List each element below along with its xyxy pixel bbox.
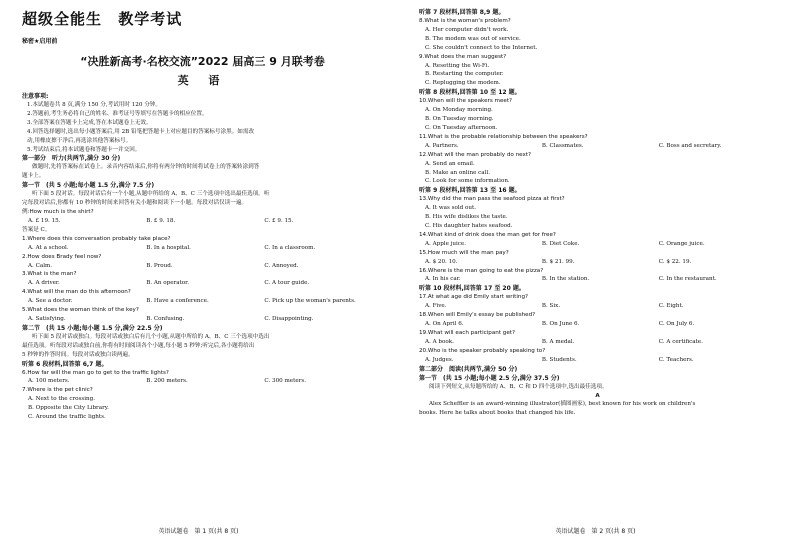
option: C. A tour guide. — [264, 280, 310, 287]
question-17-options — [419, 302, 776, 311]
question-11-options — [419, 142, 776, 151]
option: B. A medal. — [541, 338, 575, 345]
option: C. 300 meters. — [264, 378, 306, 385]
question-15-options — [419, 258, 776, 267]
material-8-heading: 听第 8 段材料,回答第 10 至 12 题。 — [419, 89, 521, 97]
option: C. She couldn't connect to the Internet. — [425, 44, 538, 51]
question-5: 5.What does the woman think of the key? — [22, 307, 139, 314]
question-10: 10.When will the speakers meet? — [419, 98, 513, 105]
option: B. 200 meters. — [146, 378, 188, 385]
option: A. Apple juice. — [425, 240, 467, 247]
option: B. In the station. — [541, 276, 590, 283]
option: A. Next to the crossing. — [28, 396, 95, 403]
passage-label: A — [595, 392, 600, 399]
option: B. Confusing. — [146, 315, 185, 322]
question-19: 19.What will each participant get? — [419, 330, 515, 336]
option: C. Boss and secretary. — [658, 142, 722, 149]
material-9-heading: 听第 9 段材料,回答第 13 至 16 题。 — [419, 187, 521, 195]
option: C. Orange juice. — [658, 240, 705, 247]
option: B. $ 21. 99. — [541, 258, 575, 265]
part1-intro: 题卡上。 — [22, 173, 45, 180]
option: A. £ 19. 15. — [28, 217, 61, 224]
question-14: 14.What kind of drink does the man get for free? — [419, 231, 556, 238]
option: C. Annoyed. — [264, 262, 299, 269]
brand-name: 超级全能生 — [22, 10, 103, 28]
section1-heading: 第一节 (共 5 小题;每小题 1.5 分,满分 7.5 分) — [22, 182, 155, 190]
page-right — [397, 0, 794, 543]
option: A. 100 meters. — [28, 378, 70, 385]
question-3-options — [22, 279, 383, 288]
question-11: 11.What is the probable relationship between the speakers? — [419, 133, 588, 140]
note-line: 1.本试题卷共 8 页,满分 150 分,考试用时 120 分钟。 — [27, 102, 161, 108]
question-2: 2.How does Brady feel now? — [22, 253, 102, 260]
option: A. On Monday morning. — [425, 107, 493, 114]
question-1: 1.Where does this conversation probably take place? — [22, 235, 171, 242]
option: B. Have a conference. — [146, 298, 209, 305]
option: B. Make an online call. — [425, 169, 490, 176]
question-18-options — [419, 320, 776, 329]
option: B. On Tuesday morning. — [425, 116, 494, 123]
question-3: 3.What is the man? — [22, 271, 77, 278]
question-8: 8.What is the woman's problem? — [419, 18, 511, 24]
option: B. £ 9. 18. — [146, 217, 176, 224]
reading-section1-intro: 阅读下列短文,从每题所给的 A、B、C 和 D 四个选项中,选出最佳选项。 — [429, 383, 608, 390]
example-question: 例:How much is the shirt? — [22, 209, 94, 216]
exam-subject: 英 语 — [177, 74, 228, 87]
question-4-options — [22, 297, 383, 306]
example-answer: 答案是 C。 — [22, 226, 51, 233]
option: C. On Tuesday afternoon. — [425, 124, 498, 131]
section1-intro: 听下面 5 段对话。每段对话后有一个小题,从题中所给的 A、B、C 三个选项中选出最佳选项。听 — [32, 191, 270, 198]
question-19-options — [419, 338, 776, 347]
brand-subtitle: 教学考试 — [118, 10, 183, 28]
option: A. A driver. — [28, 280, 60, 287]
material-6-heading: 听第 6 段材料,回答第 6,7 题。 — [22, 360, 108, 368]
option: B. In a hospital. — [146, 244, 191, 251]
option: B. Classmates. — [541, 142, 584, 149]
question-14-options — [419, 240, 776, 249]
option: A. Partners. — [425, 142, 459, 149]
option: B. On June 6. — [541, 321, 580, 328]
question-20-options — [419, 356, 776, 365]
option: C. £ 9. 15. — [264, 217, 294, 224]
page-footer: 英语试题卷 第 1 页(共 8 页) — [158, 528, 239, 535]
question-5-options — [22, 315, 383, 324]
option: A. Her computer didn't work. — [425, 26, 509, 33]
exam-title: “决胜新高考·名校交流”2022 届高三 9 月联考卷 — [80, 55, 325, 68]
option: C. His daughter hates seafood. — [425, 223, 513, 230]
question-13: 13.Why did the man pass the seafood pizza at first? — [419, 196, 565, 203]
page-footer: 英语试题卷 第 2 页(共 8 页) — [555, 528, 636, 535]
option: A. A book. — [425, 338, 454, 345]
option: C. Eight. — [658, 303, 684, 310]
option: C. Teachers. — [658, 356, 694, 363]
part1-heading: 第一部分 听力(共两节,满分 30 分) — [22, 155, 121, 163]
question-6-options — [22, 377, 383, 386]
option: B. An operator. — [146, 280, 190, 287]
section2-intro: 最佳选项。听每段对话或独白前,你将有时间阅读各个小题,每小题 5 秒钟;听完后,各小题将给出 — [22, 342, 255, 349]
option: A. Satisfying. — [28, 315, 66, 322]
section1-intro: 完每段对话后,你都有 10 秒钟的时间来回答有关小题和阅读下一小题。每段对话仅读一遍。 — [22, 200, 248, 207]
question-15: 15.How much will the man pay? — [419, 249, 509, 256]
note-line: 5.考试结束后,将本试题卷和答题卡一并交回。 — [27, 146, 141, 153]
option: A. $ 20. 10. — [425, 258, 458, 265]
option: C. In the restaurant. — [658, 276, 717, 283]
option: A. On April 6. — [425, 321, 464, 328]
note-line: 2.答题前,考生务必将自己的姓名、准考证号等填写在答题卡的相应位置。 — [27, 110, 208, 117]
question-1-options — [22, 244, 383, 253]
option: C. $ 22. 19. — [658, 258, 692, 265]
notes-heading: 注意事项: — [22, 93, 49, 100]
passage-line: books. Here he talks about books that changed his life. — [419, 410, 576, 417]
question-9: 9.What does the man suggest? — [419, 53, 507, 60]
option: A. See a doctor. — [28, 298, 73, 305]
option: B. Six. — [541, 303, 561, 310]
option: A. At a school. — [28, 244, 69, 251]
option: B. Restarting the computer. — [425, 71, 504, 78]
option: B. Proud. — [146, 262, 173, 269]
option: C. A certificate. — [658, 338, 703, 345]
option: C. On July 6. — [658, 321, 695, 328]
question-18: 18.When will Emily's essay be published? — [419, 312, 536, 319]
material-7-heading: 听第 7 段材料,回答第 8,9 题。 — [419, 9, 505, 16]
option: C. Look for some information. — [425, 178, 510, 185]
section2-intro: 5 秒钟的作答时间。每段对话或独白读两遍。 — [22, 351, 134, 358]
option: A. Resetting the Wi-Fi. — [425, 62, 490, 69]
question-16: 16.Where is the man going to eat the pizza? — [419, 267, 544, 274]
material-10-heading: 听第 10 段材料,回答第 17 至 20 题。 — [419, 285, 525, 293]
section2-heading: 第二节 (共 15 小题;每小题 1.5 分,满分 22.5 分) — [22, 324, 163, 332]
option: A. Five. — [425, 303, 447, 310]
option: C. Replugging the modem. — [425, 80, 501, 87]
option: A. It was sold out. — [425, 205, 476, 212]
part1-intro: 做题时,先将答案标在试卷上。录音内容结束后,你将有两分钟的时间将试卷上的答案转涂到答 — [32, 164, 260, 171]
option: B. Students. — [541, 356, 577, 363]
option: C. In a classroom. — [264, 244, 316, 251]
option: B. Opposite the City Library. — [28, 405, 109, 412]
option: B. His wife dislikes the taste. — [425, 214, 508, 221]
question-20: 20.Who is the speaker probably speaking to? — [419, 347, 546, 354]
section2-intro: 听下面 5 段对话或独白。每段对话或独白后有几个小题,从题中所给的 A、B、C 三个选项中选出 — [32, 333, 270, 340]
question-7: 7.Where is the pet clinic? — [22, 387, 93, 394]
question-17: 17.At what age did Emily start writing? — [419, 294, 528, 301]
secret-label: 秘密★启用前 — [22, 38, 58, 45]
question-16-options — [419, 275, 776, 284]
option: A. Calm. — [28, 262, 53, 269]
option: B. Diet Coke. — [541, 240, 580, 247]
option: A. Send an email. — [425, 160, 475, 167]
example-options — [22, 217, 383, 226]
option: A. In his car. — [425, 276, 461, 283]
note-line: 4.回答选择题时,选出每小题答案后,用 2B 铅笔把答题卡上对应题目的答案标号涂黑。如需改 — [27, 128, 255, 135]
option: C. Disappointing. — [264, 315, 314, 322]
brand-logo — [22, 8, 383, 30]
passage-line: Alex Scheffler is an award-winning illustrator(插图画家), best known for his work on children's — [429, 401, 696, 408]
question-2-options — [22, 262, 383, 271]
option: B. The modem was out of service. — [425, 35, 521, 42]
note-line: 动,用橡皮擦干净后,再选涂其他答案标号。 — [27, 137, 132, 144]
question-4: 4.What will the man do this afternoon? — [22, 289, 131, 296]
question-12: 12.What will the man probably do next? — [419, 151, 531, 158]
option: C. Around the traffic lights. — [28, 414, 106, 421]
question-6: 6.How far will the man go to get to the traffic lights? — [22, 369, 169, 376]
part2-heading: 第二部分 阅读(共两节,满分 50 分) — [419, 365, 518, 373]
reading-section1-heading: 第一节 (共 15 小题;每小题 2.5 分,满分 37.5 分) — [419, 374, 560, 382]
note-line: 3.全部答案在答题卡上完成,答在本试题卷上无效。 — [27, 119, 152, 126]
option: A. Judges. — [425, 356, 454, 363]
option: C. Pick up the woman's parents. — [264, 298, 356, 305]
